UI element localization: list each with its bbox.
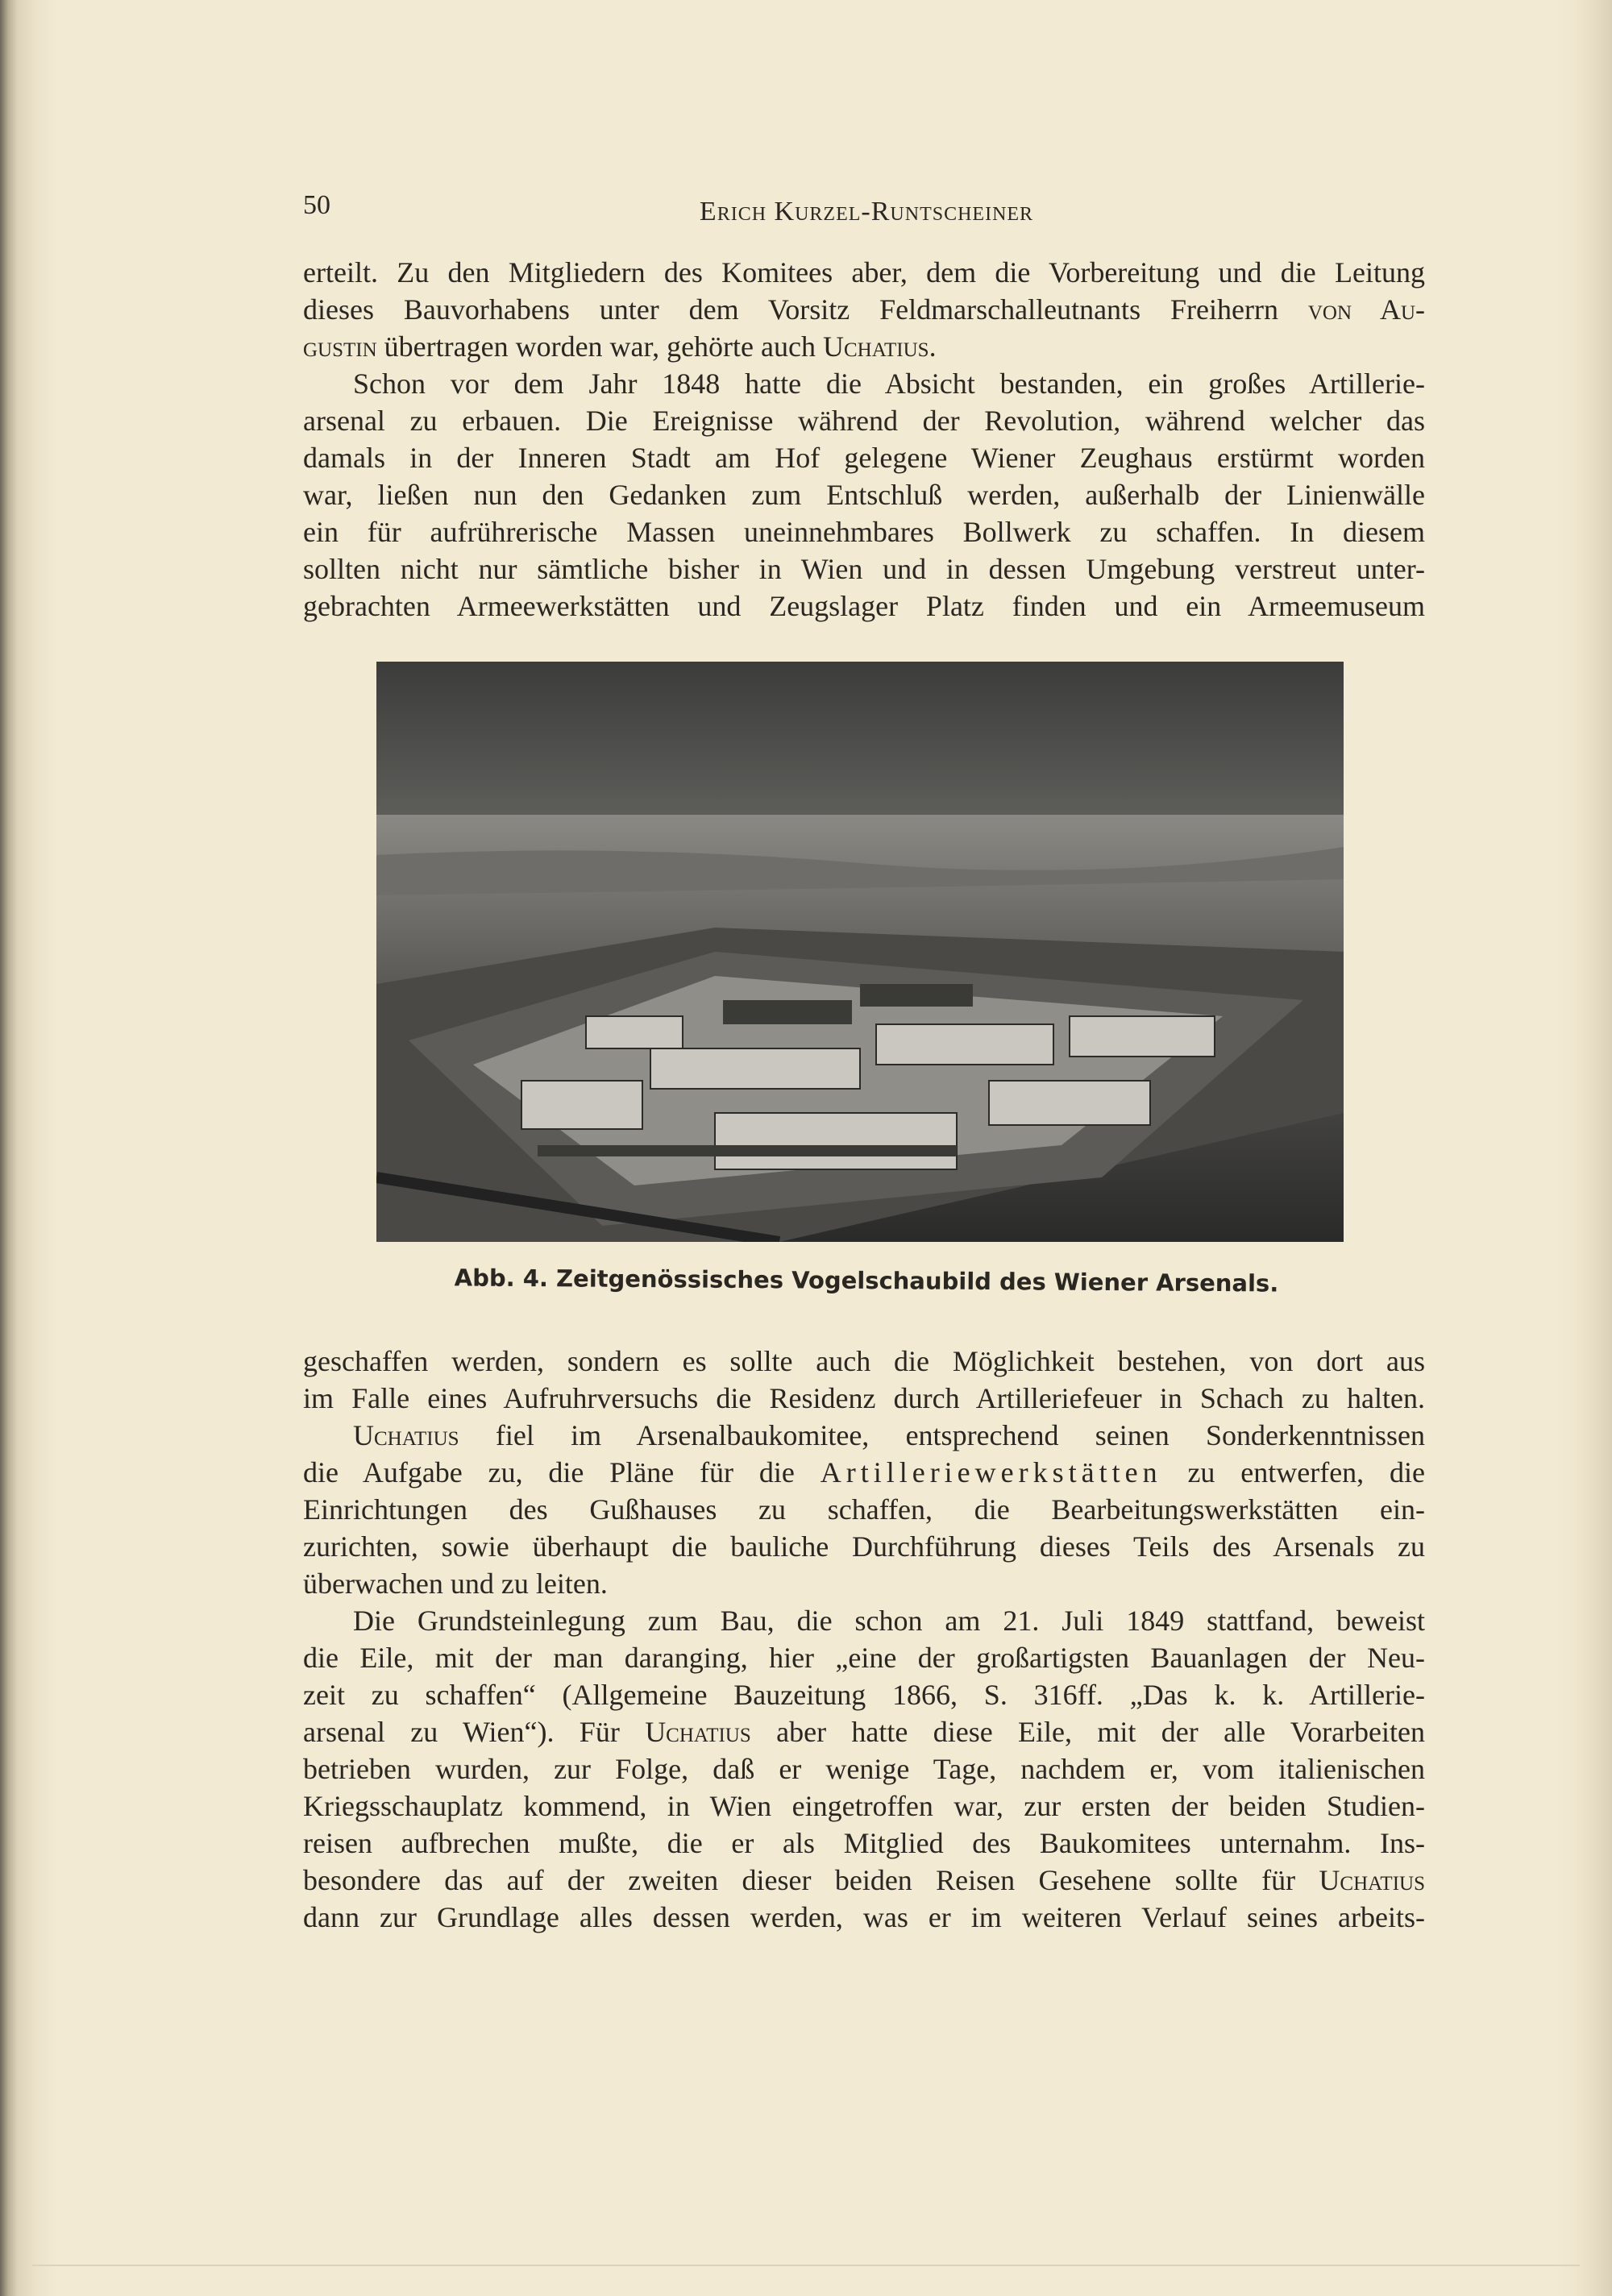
spaced-emphasis: Artilleriewerkstätten	[820, 1456, 1162, 1488]
text-segment: übertragen worden war, gehörte auch	[376, 330, 823, 363]
body-text-bottom	[303, 1343, 1425, 1936]
text-segment: damals in der Inneren Stadt am Hof gelegene Wiener Zeughaus erstürmt worden	[303, 442, 1425, 474]
text-segment: dieses Bauvorhabens unter dem Vorsitz Feldmarschalleutnants Freiherrn	[303, 293, 1308, 326]
text-segment: zu entwerfen, die	[1161, 1456, 1425, 1488]
page-edge-bottom	[32, 2265, 1580, 2266]
small-caps-name: Uchatius	[353, 1419, 459, 1451]
text-segment: erteilt. Zu den Mitgliedern des Komitees aber, dem die Vorbereitung und die Leitung	[303, 256, 1425, 289]
small-caps-name: Uchatius	[645, 1716, 751, 1748]
text-segment: geschaffen werden, sondern es sollte auch die Möglichkeit bestehen, von dort aus	[303, 1345, 1425, 1377]
text-line	[303, 365, 1425, 402]
text-segment: fiel im Arsenalbaukomitee, entsprechend seinen Sonderkenntnissen	[459, 1419, 1425, 1451]
text-line	[303, 439, 1425, 476]
text-segment: sollten nicht nur sämtliche bisher in Wien und in dessen Umgebung verstreut unter-	[303, 553, 1425, 585]
text-line	[303, 587, 1425, 625]
book-gutter-shadow	[0, 0, 56, 2296]
text-line	[303, 1417, 1425, 1454]
text-line	[303, 1565, 1425, 1602]
text-segment: Die Grundsteinlegung zum Bau, die schon am 21. Juli 1849 stattfand, beweist	[353, 1605, 1425, 1637]
text-line	[303, 1343, 1425, 1380]
text-segment: Schon vor dem Jahr 1848 hatte die Absicht bestanden, ein großes Artillerie-	[353, 367, 1425, 400]
text-line	[303, 1454, 1425, 1491]
text-line	[303, 1899, 1425, 1936]
text-line	[303, 1528, 1425, 1565]
small-caps-name: Uchatius	[1319, 1864, 1425, 1896]
text-segment: besondere das auf der zweiten dieser beiden Reisen Gesehene sollte für	[303, 1864, 1319, 1896]
text-line	[303, 1862, 1425, 1899]
text-segment: ein für aufrührerische Massen uneinnehmbares Bollwerk zu schaffen. In diesem	[303, 516, 1425, 548]
text-line	[303, 513, 1425, 550]
text-segment: war, ließen nun den Gedanken zum Entschluß werden, außerhalb der Linienwälle	[303, 479, 1425, 511]
text-segment: betrieben wurden, zur Folge, daß er wenige Tage, nachdem er, vom italienischen	[303, 1753, 1425, 1785]
text-line	[303, 291, 1425, 328]
page-edge-right	[1556, 0, 1612, 2296]
figure-caption: Abb. 4. Zeitgenössisches Vogelschaubild des Wiener Arsenals.	[454, 1264, 1279, 1297]
text-segment: arsenal zu erbauen. Die Ereignisse während der Revolution, während welcher das	[303, 405, 1425, 437]
text-line	[303, 1750, 1425, 1787]
text-line	[303, 1713, 1425, 1750]
text-segment: Einrichtungen des Gußhauses zu schaffen, die Bearbeitungswerkstätten ein-	[303, 1493, 1425, 1526]
text-line	[303, 550, 1425, 587]
text-segment: Kriegsschauplatz kommend, in Wien eingetroffen war, zur ersten der beiden Studien-	[303, 1790, 1425, 1822]
text-segment: gebrachten Armeewerkstätten und Zeugslager Platz finden und ein Armeemuseum	[303, 590, 1425, 622]
text-segment: dann zur Grundlage alles dessen werden, was er im weiteren Verlauf seines arbeits-	[303, 1901, 1425, 1933]
text-segment: im Falle eines Aufruhrversuchs die Residenz durch Artilleriefeuer in Schach zu halten.	[303, 1382, 1425, 1414]
text-segment: die Aufgabe zu, die Pläne für die	[303, 1456, 821, 1488]
text-line	[303, 1676, 1425, 1713]
running-head-author: Erich Kurzel-Runtscheiner	[699, 197, 1034, 226]
text-line	[303, 1380, 1425, 1417]
text-segment: arsenal zu Wien“). Für	[303, 1716, 646, 1748]
text-line	[303, 328, 1425, 365]
text-line	[303, 476, 1425, 513]
text-line	[303, 254, 1425, 291]
text-segment: aber hatte diese Eile, mit der alle Vorarbeiten	[750, 1716, 1425, 1748]
text-segment: die Eile, mit der man daranging, hier „eine der großartigsten Bauanlagen der Neu-	[303, 1642, 1425, 1674]
text-segment: zeit zu schaffen“ (Allgemeine Bauzeitung 1866, S. 316ff. „Das k. k. Artillerie-	[303, 1679, 1425, 1711]
text-line	[303, 1787, 1425, 1825]
arsenal-birds-eye-illustration	[376, 662, 1344, 1242]
text-segment: reisen aufbrechen mußte, die er als Mitglied des Baukomitees unternahm. Ins-	[303, 1827, 1425, 1859]
text-line	[303, 1825, 1425, 1862]
text-line	[303, 402, 1425, 439]
text-line	[303, 1639, 1425, 1676]
small-caps-name: von Au-	[1307, 293, 1425, 326]
text-segment: .	[929, 330, 937, 363]
text-segment: zurichten, sowie überhaupt die bauliche Durchführung dieses Teils des Arsenals zu	[303, 1530, 1425, 1563]
body-text-top	[303, 254, 1425, 625]
small-caps-name: Uchatius	[822, 330, 929, 363]
text-line	[303, 1602, 1425, 1639]
small-caps-name: gustin	[303, 330, 377, 363]
text-line	[303, 1491, 1425, 1528]
text-segment: überwachen und zu leiten.	[303, 1567, 608, 1600]
arsenal-photo	[376, 662, 1344, 1242]
page-number: 50	[303, 190, 330, 220]
